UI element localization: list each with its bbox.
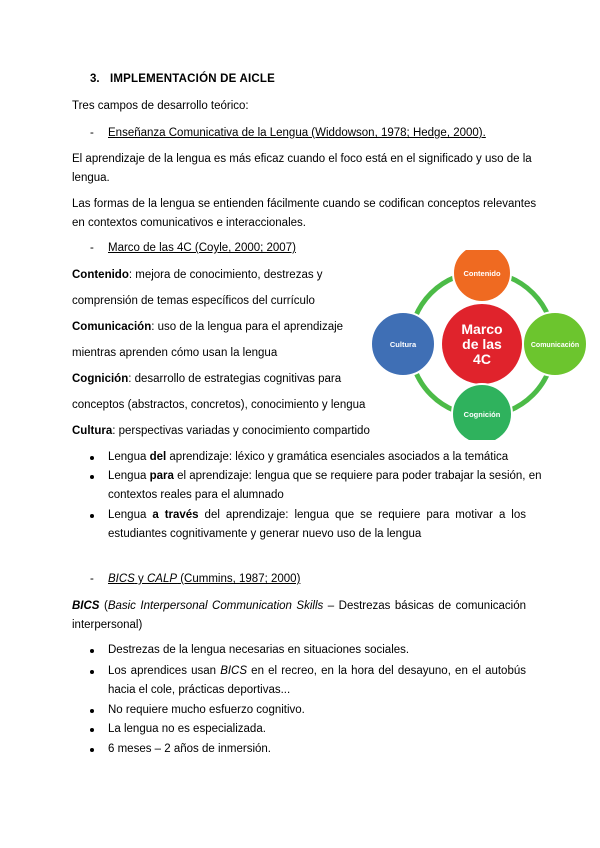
dash-marker: - [90, 127, 94, 139]
s1-para2-line2: en contextos comunicativos e interaccionales. [72, 217, 306, 229]
contenido-desc: : mejora de conocimiento, destrezas y [128, 269, 323, 281]
s3-def-line2: interpersonal) [72, 619, 143, 631]
s2-bullet-3-line1: Lengua a través del aprendizaje: lengua que se requiere para motivar a los [108, 509, 527, 521]
bullet-dot [90, 514, 94, 518]
diagram-center-line1: Marco [461, 321, 503, 337]
s3-bullet-2-line1: Los aprendices usan BICS en el recreo, en la hora del desayuno, en el autobús [108, 665, 526, 677]
s2-bullet-3-line2: estudiantes cognitivamente y generar nuevo uso de la lengua [108, 528, 422, 540]
diagram-label-contenido: Contenido [463, 269, 501, 278]
s3-def-line1: BICS (Basic Interpersonal Communication Skills – Destrezas básicas de comunicación [72, 600, 526, 612]
comunicacion-line2: mientras aprenden cómo usan la lengua [72, 347, 278, 359]
bullet-dot [90, 748, 94, 752]
comunicacion-desc: : uso de la lengua para el aprendizaje [151, 321, 344, 333]
diagram-center-line2: de las [462, 336, 502, 352]
section-number: 3. [90, 73, 100, 85]
s2-bullet-2-line1: Lengua para el aprendizaje: lengua que se requiere para poder trabajar la sesión, en [108, 470, 542, 482]
bullet-dot [90, 649, 94, 653]
4c-diagram [365, 250, 600, 440]
cognicion-line1 [72, 372, 341, 386]
s3-title: BICS y CALP (Cummins, 1987; 2000) [108, 573, 301, 585]
cultura-desc: : perspectivas variadas y conocimiento compartido [112, 425, 370, 437]
dash-marker: - [90, 242, 94, 254]
cultura-term: Cultura [72, 425, 113, 437]
s3-bullet-3: No requiere mucho esfuerzo cognitivo. [108, 704, 305, 716]
s1-para1-line1: El aprendizaje de la lengua es más eficaz cuando el foco está en el significado y uso de la [72, 153, 532, 165]
diagram-center-line3: 4C [473, 351, 491, 367]
bullet-dot [90, 709, 94, 713]
dash-marker: - [90, 573, 94, 585]
s2-title: Marco de las 4C (Coyle, 2000; 2007) [108, 242, 296, 254]
comunicacion-line1 [72, 320, 343, 334]
comunicacion-term: Comunicación [72, 321, 152, 333]
cognicion-line2: conceptos (abstractos, concretos), conocimiento y lengua [72, 399, 366, 411]
s3-bullet-4: La lengua no es especializada. [108, 723, 266, 735]
section-title: IMPLEMENTACIÓN DE AICLE [110, 73, 275, 85]
intro-text: Tres campos de desarrollo teórico: [72, 100, 249, 112]
bullet-dot [90, 670, 94, 674]
contenido-term: Contenido [72, 269, 129, 281]
bullet-dot [90, 456, 94, 460]
cognicion-term: Cognición [72, 373, 129, 385]
cultura-line [72, 424, 370, 438]
s2-bullet-2-line2: contextos reales para el alumnado [108, 489, 284, 501]
diagram-label-cultura: Cultura [389, 340, 417, 349]
contenido-line2: comprensión de temas específicos del currículo [72, 295, 315, 307]
contenido-line1 [72, 268, 323, 282]
diagram-label-comunicacion: Comunicación [530, 342, 580, 349]
bullet-dot [90, 475, 94, 479]
s1-para2-line1: Las formas de la lengua se entienden fácilmente cuando se codifican conceptos relevantes [72, 198, 537, 210]
s3-bullet-2-line2: hacia el cole, prácticas deportivas... [108, 684, 291, 696]
s1-para1-line2: lengua. [72, 172, 110, 184]
s3-bullet-1: Destrezas de la lengua necesarias en situaciones sociales. [108, 644, 410, 656]
diagram-label-cognicion: Cognición [463, 410, 501, 419]
s3-bullet-5: 6 meses – 2 años de inmersión. [108, 743, 272, 755]
bullet-dot [90, 728, 94, 732]
s2-bullet-1: Lengua del aprendizaje: léxico y gramática esenciales asociados a la temática [108, 451, 509, 463]
cognicion-desc: : desarrollo de estrategias cognitivas para [128, 373, 342, 385]
s1-title: Enseñanza Comunicativa de la Lengua (Widdowson, 1978; Hedge, 2000). [108, 127, 486, 139]
